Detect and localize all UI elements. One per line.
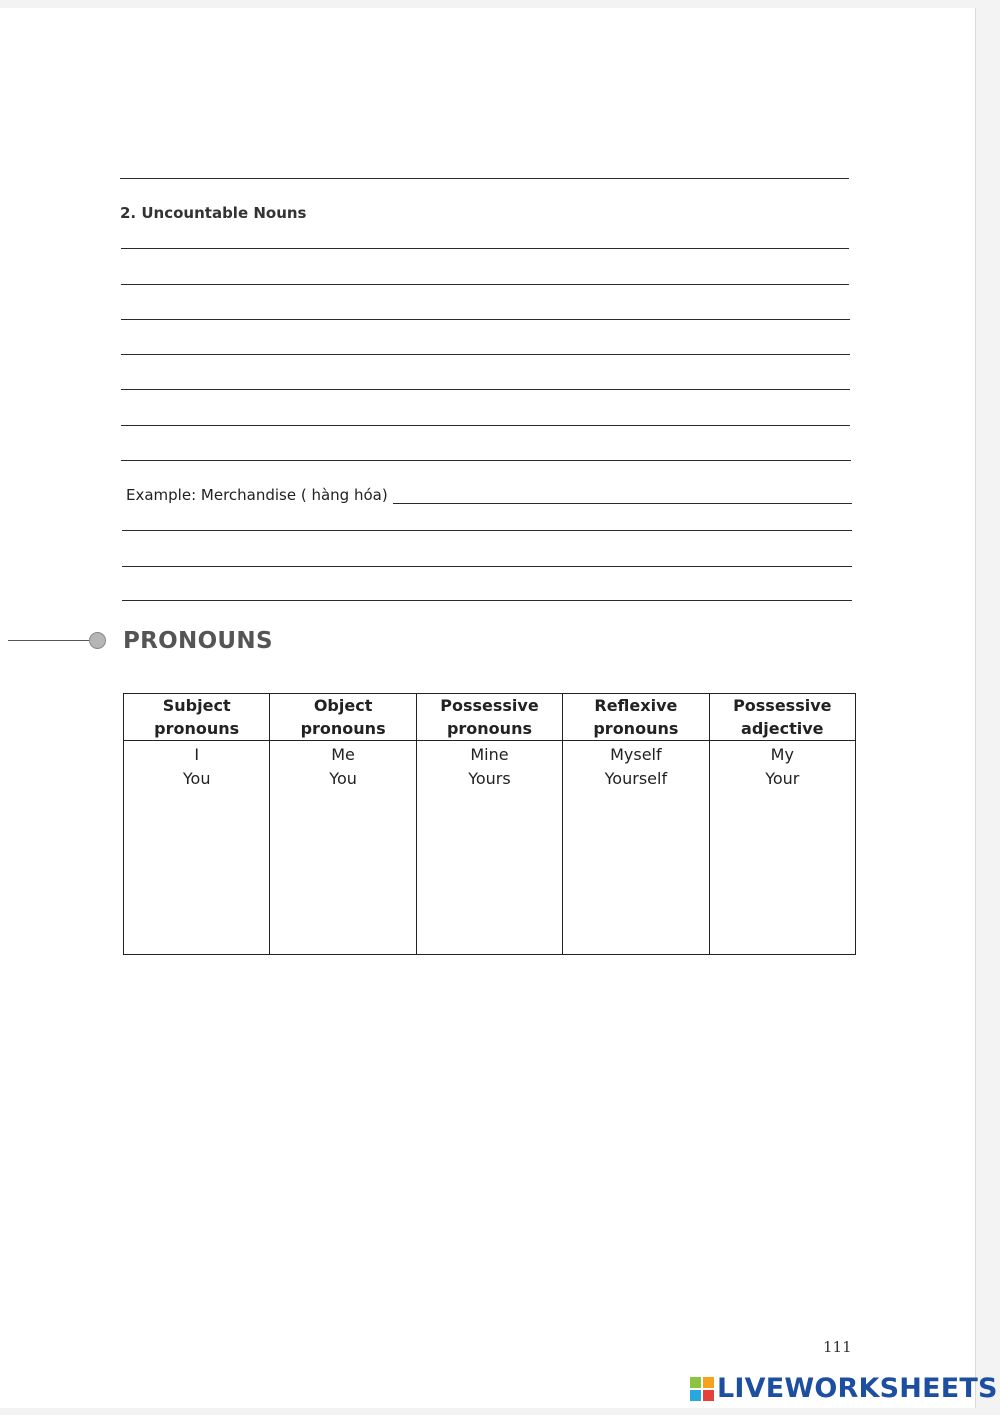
- brand-name: LIVEWORKSHEETS: [717, 1373, 998, 1404]
- header-line: adjective: [741, 719, 824, 738]
- column-header-reflexive: [563, 694, 709, 741]
- liveworksheets-brand[interactable]: [690, 1375, 998, 1403]
- pronouns-table: [123, 693, 856, 955]
- writing-line: [121, 460, 851, 461]
- header-line: Possessive: [733, 696, 832, 715]
- writing-line: [121, 354, 850, 355]
- pronoun-entry: Yours: [468, 769, 511, 788]
- table-body-row: [124, 741, 856, 955]
- page-number: 111: [823, 1338, 852, 1356]
- pronoun-entry: Me: [331, 745, 355, 764]
- column-header-possessive-adjective: [709, 694, 855, 741]
- worksheet-page: [0, 8, 976, 1408]
- writing-line: [120, 178, 849, 179]
- pronoun-entry: You: [329, 769, 357, 788]
- section-bullet-dot-icon: [89, 632, 106, 649]
- pronoun-entry: Your: [765, 769, 800, 788]
- subject-pronouns-cell: [124, 741, 270, 955]
- writing-line: [121, 389, 850, 390]
- header-line: pronouns: [593, 719, 679, 738]
- header-line: pronouns: [154, 719, 240, 738]
- reflexive-pronouns-cell: [563, 741, 709, 955]
- header-line: Subject: [162, 696, 231, 715]
- example-answer-line[interactable]: [393, 503, 852, 504]
- pronoun-entry: You: [182, 769, 211, 788]
- writing-line: [122, 600, 852, 601]
- pronoun-entry: I: [194, 745, 200, 764]
- pronoun-entry: My: [770, 745, 794, 764]
- section-bullet-line: [8, 640, 92, 641]
- possessive-adjective-cell: [709, 741, 855, 955]
- pronouns-heading: PRONOUNS: [123, 628, 273, 654]
- column-header-object: [270, 694, 416, 741]
- section-heading: 2. Uncountable Nouns: [120, 204, 307, 222]
- writing-line: [121, 425, 850, 426]
- possessive-pronouns-cell: [416, 741, 562, 955]
- header-line: pronouns: [446, 719, 532, 738]
- table-header-row: [124, 694, 856, 741]
- writing-line: [122, 566, 852, 567]
- example-row: [126, 486, 852, 506]
- column-header-subject: [124, 694, 270, 741]
- header-line: Reflexive: [594, 696, 678, 715]
- example-label: Example: Merchandise ( hàng hóa): [126, 486, 388, 504]
- header-line: Object: [313, 696, 373, 715]
- header-line: Possessive: [440, 696, 539, 715]
- writing-line: [121, 248, 849, 249]
- pronoun-entry: Mine: [470, 745, 509, 764]
- column-header-possessive-pronouns: [416, 694, 562, 741]
- writing-line: [121, 284, 849, 285]
- writing-line: [121, 319, 850, 320]
- header-line: pronouns: [300, 719, 386, 738]
- liveworksheets-logo-icon: [690, 1377, 714, 1401]
- pronoun-entry: Myself: [610, 745, 662, 764]
- writing-line: [122, 530, 852, 531]
- pronoun-entry: Yourself: [604, 769, 668, 788]
- object-pronouns-cell: [270, 741, 416, 955]
